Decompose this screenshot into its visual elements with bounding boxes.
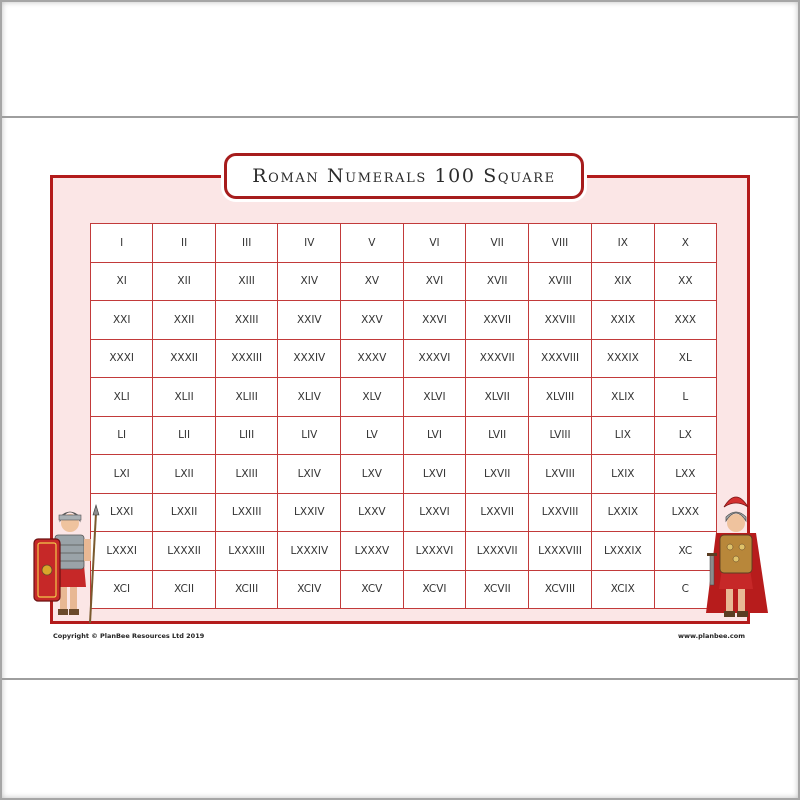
numeral-cell: XXXIX: [592, 339, 655, 378]
numeral-cell: LXXXV: [341, 532, 404, 571]
numeral-cell: LVIII: [529, 416, 592, 455]
numeral-cell: XLIII: [215, 378, 278, 417]
numeral-cell: XLII: [153, 378, 215, 417]
grid-row: [91, 493, 717, 532]
numeral-cell: XCIX: [592, 570, 655, 609]
numeral-cell: LV: [341, 416, 404, 455]
numeral-cell: X: [654, 224, 716, 263]
numeral-cell: LXIII: [215, 455, 278, 494]
numeral-cell: XXXVI: [403, 339, 466, 378]
numeral-cell: LXII: [153, 455, 215, 494]
numeral-cell: LXXVI: [403, 493, 466, 532]
numeral-cell: LXVIII: [529, 455, 592, 494]
numeral-cell: XCVIII: [529, 570, 592, 609]
numeral-cell: XIX: [592, 262, 655, 301]
numeral-cell: XXV: [341, 301, 404, 340]
roman-legionary-icon: [30, 495, 108, 630]
numeral-cell: XLIV: [278, 378, 341, 417]
numeral-cell: LXXXII: [153, 532, 215, 571]
numeral-cell: XXXV: [341, 339, 404, 378]
numeral-cell: LXXXIII: [215, 532, 278, 571]
numeral-cell: XXXIV: [278, 339, 341, 378]
numeral-cell: XIII: [215, 262, 278, 301]
numeral-cell: XCIII: [215, 570, 278, 609]
numeral-cell: I: [91, 224, 153, 263]
numeral-cell: LXI: [91, 455, 153, 494]
numeral-cell: LXXV: [341, 493, 404, 532]
numeral-cell: XXVIII: [529, 301, 592, 340]
numeral-cell: XXIX: [592, 301, 655, 340]
numeral-cell: LXXXIV: [278, 532, 341, 571]
bottom-divider: [2, 678, 798, 680]
numeral-cell: XII: [153, 262, 215, 301]
top-divider: [2, 116, 798, 118]
grid-row: [91, 416, 717, 455]
numeral-cell: LXXXI: [91, 532, 153, 571]
numeral-cell: XCI: [91, 570, 153, 609]
numeral-cell: XXVI: [403, 301, 466, 340]
website-link[interactable]: www.planbee.com: [678, 632, 745, 640]
numeral-cell: XXIII: [215, 301, 278, 340]
numeral-cell: II: [153, 224, 215, 263]
numeral-cell: LIII: [215, 416, 278, 455]
numeral-cell: XVI: [403, 262, 466, 301]
numeral-cell: LI: [91, 416, 153, 455]
numeral-cell: XXXVII: [466, 339, 529, 378]
numeral-cell: XXVII: [466, 301, 529, 340]
numeral-cell: VI: [403, 224, 466, 263]
page-title: Roman Numerals 100 Square: [252, 165, 556, 187]
numeral-cell: XL: [654, 339, 716, 378]
numeral-cell: IV: [278, 224, 341, 263]
numeral-cell: LXVI: [403, 455, 466, 494]
grid-row: [91, 262, 717, 301]
numeral-cell: XCV: [341, 570, 404, 609]
numeral-cell: XXXII: [153, 339, 215, 378]
copyright-text: Copyright © PlanBee Resources Ltd 2019: [53, 632, 205, 640]
numeral-cell: LII: [153, 416, 215, 455]
numeral-cell: LXIV: [278, 455, 341, 494]
numeral-cell: LXXXIX: [592, 532, 655, 571]
grid-row: [91, 224, 717, 263]
grid-row: [91, 532, 717, 571]
numeral-cell: XLV: [341, 378, 404, 417]
numeral-cell: XLVIII: [529, 378, 592, 417]
numeral-cell: LIV: [278, 416, 341, 455]
numeral-cell: XXI: [91, 301, 153, 340]
grid-row: [91, 339, 717, 378]
numeral-cell: LVII: [466, 416, 529, 455]
numeral-cell: LXXVIII: [529, 493, 592, 532]
numeral-cell: XC: [654, 532, 716, 571]
numeral-cell: LXX: [654, 455, 716, 494]
numeral-cell: IX: [592, 224, 655, 263]
roman-numerals-grid: [90, 223, 717, 609]
numeral-cell: III: [215, 224, 278, 263]
grid-row: [91, 378, 717, 417]
numeral-cell: XCIV: [278, 570, 341, 609]
numeral-cell: XIV: [278, 262, 341, 301]
numeral-cell: LXXXVII: [466, 532, 529, 571]
numeral-cell: C: [654, 570, 716, 609]
numeral-cell: XXXVIII: [529, 339, 592, 378]
numeral-cell: LXV: [341, 455, 404, 494]
numeral-cell: LXVII: [466, 455, 529, 494]
numeral-cell: XLI: [91, 378, 153, 417]
numeral-cell: XXX: [654, 301, 716, 340]
numeral-cell: LXXIX: [592, 493, 655, 532]
grid-row: [91, 455, 717, 494]
numeral-cell: LXXI: [91, 493, 153, 532]
numeral-cell: XXXI: [91, 339, 153, 378]
numeral-cell: LIX: [592, 416, 655, 455]
numeral-cell: XXIV: [278, 301, 341, 340]
numeral-cell: XX: [654, 262, 716, 301]
numeral-cell: XVIII: [529, 262, 592, 301]
numeral-cell: LXXX: [654, 493, 716, 532]
numeral-cell: V: [341, 224, 404, 263]
grid-row: [91, 570, 717, 609]
numeral-cell: XVII: [466, 262, 529, 301]
grid-row: [91, 301, 717, 340]
numeral-cell: LXXXVIII: [529, 532, 592, 571]
numeral-cell: LXXVII: [466, 493, 529, 532]
numeral-cell: LVI: [403, 416, 466, 455]
numeral-cell: XXII: [153, 301, 215, 340]
numeral-cell: VII: [466, 224, 529, 263]
numeral-cell: LXXII: [153, 493, 215, 532]
numeral-cell: LX: [654, 416, 716, 455]
numeral-cell: LXIX: [592, 455, 655, 494]
numeral-cell: XLVI: [403, 378, 466, 417]
numeral-cell: XCVII: [466, 570, 529, 609]
numeral-cell: XXXIII: [215, 339, 278, 378]
numeral-cell: XLVII: [466, 378, 529, 417]
numeral-cell: XLIX: [592, 378, 655, 417]
numeral-cell: VIII: [529, 224, 592, 263]
roman-centurion-icon: [698, 485, 774, 630]
numeral-cell: XCII: [153, 570, 215, 609]
numeral-cell: LXXIII: [215, 493, 278, 532]
numeral-cell: XV: [341, 262, 404, 301]
numeral-cell: XCVI: [403, 570, 466, 609]
title-banner: [224, 153, 584, 199]
numeral-cell: L: [654, 378, 716, 417]
numeral-cell: XI: [91, 262, 153, 301]
numeral-cell: LXXXVI: [403, 532, 466, 571]
numeral-cell: LXXIV: [278, 493, 341, 532]
